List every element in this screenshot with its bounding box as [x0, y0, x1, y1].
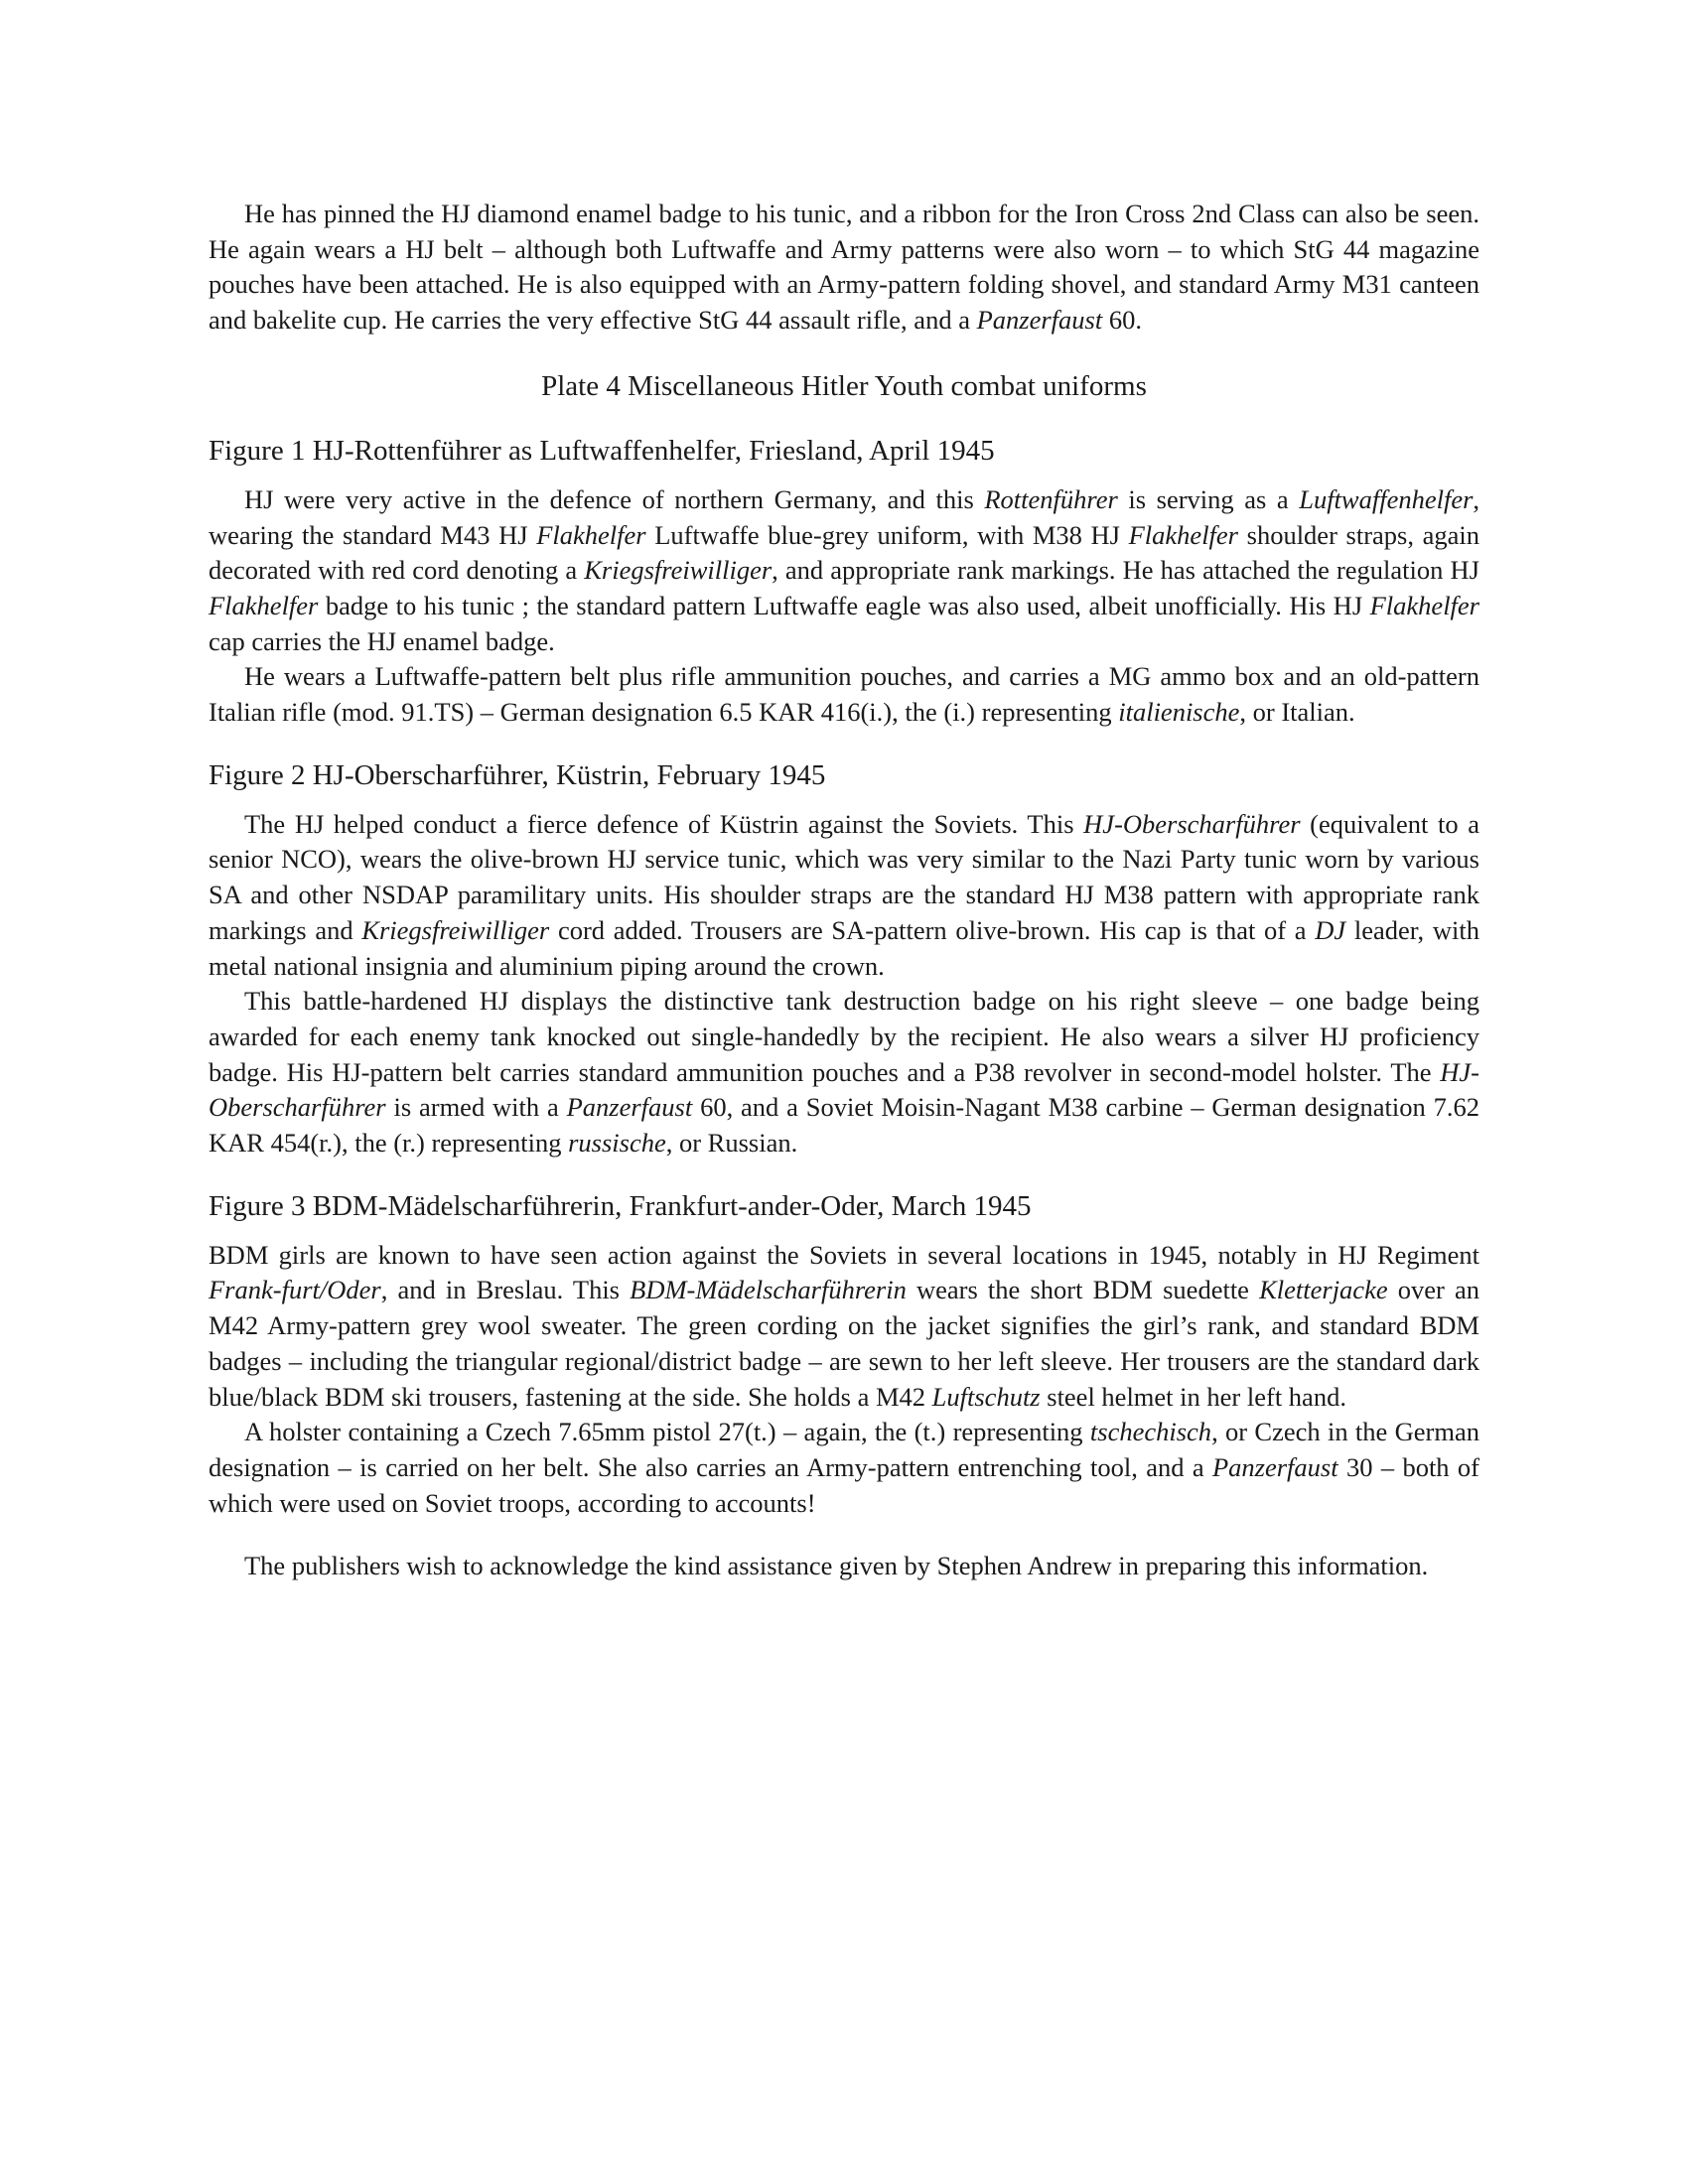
figure-2-heading: Figure 2 HJ-Oberscharführer, Küstrin, February 1945 — [209, 758, 826, 791]
figure-3-heading: Figure 3 BDM-Mädelscharführerin, Frankfurt-ander-Oder, March 1945 — [209, 1189, 1032, 1222]
figure-1-paragraph-1: HJ were very active in the defence of northern Germany, and this Rottenführer is serving as a Luftwaffenhelfer, wearing the standard M43 HJ Flakhelfer Luftwaffe blue-grey uniform, with M38 HJ Flakhelfer shoulder straps, again decorated with red cord denoting a Kriegsfreiwilliger, and appropriate rank markings. He has attached the regulation HJ Flakhelfer badge to his tunic ; the standard pattern Luftwaffe eagle was also used, albeit unofficially. His HJ Flakhelfer cap carries the HJ enamel badge. — [209, 483, 1480, 656]
figure-3-paragraph-2: A holster containing a Czech 7.65mm pistol 27(t.) – again, the (t.) representing tschechisch, or Czech in the German designation – is carried on her belt. She also carries an Army-pattern entrenching tool, and a Panzerfaust 30 – both of which were used on Soviet troops, according to accounts! — [209, 1417, 1479, 1518]
acknowledgement-paragraph: The publishers wish to acknowledge the kind assistance given by Stephen Andrew in preparing this information. — [244, 1551, 1429, 1581]
figure-2-paragraph-2: This battle-hardened HJ displays the distinctive tank destruction badge on his right sleeve – one badge being awarded for each enemy tank knocked out single-handedly by the recipient. He also wears a silver HJ proficiency badge. His HJ-pattern belt carries standard ammunition pouches and a P38 revolver in second-model holster. The HJ-Oberscharführer is armed with a Panzerfaust 60, and a Soviet Moisin-Nagant M38 carbine – German designation 7.62 KAR 454(r.), the (r.) representing russische, or Russian. — [209, 986, 1480, 1159]
intro-paragraph: He has pinned the HJ diamond enamel badge to his tunic, and a ribbon for the Iron Cross 2nd Class can also be seen. He again wears a HJ belt – although both Luftwaffe and Army patterns were also worn – to which StG 44 magazine pouches have been attached. He is also equipped with an Army-pattern folding shovel, and standard Army M31 canteen and bakelite cup. He carries the very effective StG 44 assault rifle, and a Panzerfaust 60. — [209, 199, 1479, 336]
figure-1-paragraph-2: He wears a Luftwaffe-pattern belt plus rifle ammunition pouches, and carries a MG ammo box and an old-pattern Italian rifle (mod. 91.TS) – German designation 6.5 KAR 416(i.), the (i.) representing italienische, or Italian. — [209, 661, 1479, 728]
plate-heading: Plate 4 Miscellaneous Hitler Youth combat uniforms — [541, 369, 1147, 402]
figure-3-paragraph-1: BDM girls are known to have seen action against the Soviets in several locations in 1945, notably in HJ Regiment Frank-furt/Oder, and in Breslau. This BDM-Mädelscharführerin wears the short BDM suedette Kletterjacke over an M42 Army-pattern grey wool sweater. The green cording on the jacket signifies the girl’s rank, and standard BDM badges – including the triangular regional/district badge – are sewn to her left sleeve. Her trousers are the standard dark blue/black BDM ski trousers, fastening at the side. She holds a M42 Luftschutz steel helmet in her left hand. — [209, 1239, 1479, 1412]
page-body — [209, 197, 1479, 1584]
figure-2-paragraph-1: The HJ helped conduct a fierce defence of Küstrin against the Soviets. This HJ-Oberscharführer (equivalent to a senior NCO), wears the olive-brown HJ service tunic, which was very similar to the Nazi Party tunic worn by various SA and other NSDAP paramilitary units. His shoulder straps are the standard HJ M38 pattern with appropriate rank markings and Kriegsfreiwilliger cord added. Trousers are SA-pattern olive-brown. His cap is that of a DJ leader, with metal national insignia and aluminium piping around the crown. — [209, 808, 1479, 981]
figure-1-heading: Figure 1 HJ-Rottenführer as Luftwaffenhelfer, Friesland, April 1945 — [209, 434, 995, 467]
